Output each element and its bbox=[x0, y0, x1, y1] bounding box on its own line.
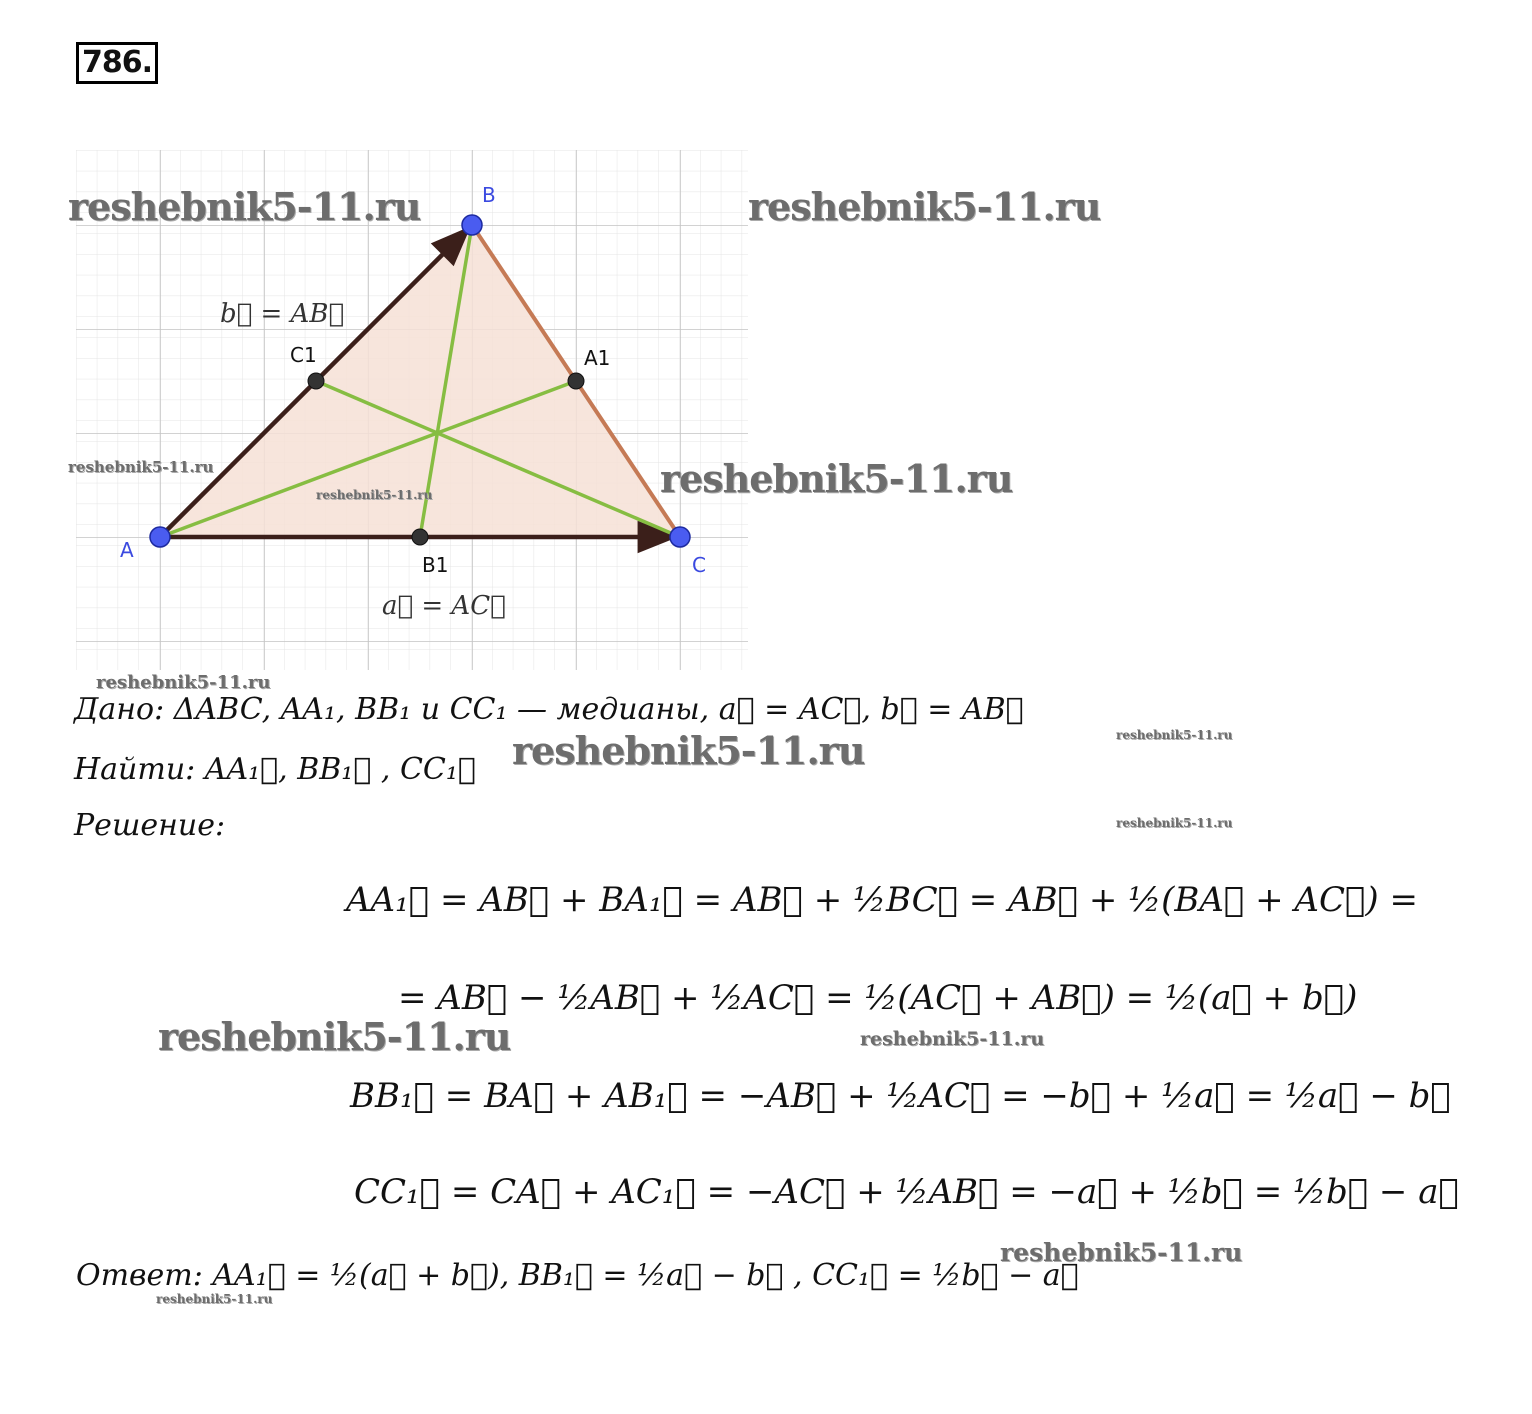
find-line bbox=[74, 752, 476, 787]
given-line bbox=[74, 692, 1024, 727]
point-b bbox=[462, 215, 482, 235]
point-c bbox=[670, 527, 690, 547]
watermark: reshebnik5-11.ru bbox=[1116, 816, 1233, 830]
equation-line: BB₁⃗ = BA⃗ + AB₁⃗ = −AB⃗ + ½AC⃗ = −b⃗ + ½a⃗ = ½a⃗ − b⃗ bbox=[350, 1076, 1451, 1116]
problem-number: 786. bbox=[76, 42, 158, 84]
point-b1 bbox=[412, 529, 428, 545]
find-text: AA₁⃗, BB₁⃗ , CC₁⃗ bbox=[195, 752, 476, 787]
point-a bbox=[150, 527, 170, 547]
point-a1 bbox=[568, 373, 584, 389]
watermark: reshebnik5-11.ru bbox=[512, 728, 865, 773]
label-vector-a: a⃗ = AC⃗ bbox=[382, 591, 506, 621]
answer-label: Ответ: bbox=[76, 1258, 203, 1293]
watermark: reshebnik5-11.ru bbox=[1000, 1238, 1243, 1267]
watermark: reshebnik5-11.ru bbox=[1116, 728, 1233, 742]
watermark: reshebnik5-11.ru bbox=[68, 458, 214, 476]
label-b: B bbox=[482, 183, 496, 207]
watermark: reshebnik5-11.ru bbox=[96, 672, 271, 693]
equation-line: = AB⃗ − ½AB⃗ + ½AC⃗ = ½(AC⃗ + AB⃗) = ½(a⃗ + b⃗) bbox=[398, 978, 1358, 1018]
watermark: reshebnik5-11.ru bbox=[68, 184, 421, 229]
label-vector-b: b⃗ = AB⃗ bbox=[220, 299, 345, 329]
label-a1: A1 bbox=[584, 346, 611, 370]
watermark: reshebnik5-11.ru bbox=[660, 456, 1013, 501]
watermark: reshebnik5-11.ru bbox=[860, 1028, 1045, 1050]
label-c: C bbox=[692, 553, 706, 577]
solution-label: Решение: bbox=[74, 808, 226, 843]
equation-line: CC₁⃗ = CA⃗ + AC₁⃗ = −AC⃗ + ½AB⃗ = −a⃗ + ½b⃗ = ½b⃗ − a⃗ bbox=[354, 1172, 1459, 1212]
given-label: Дано: bbox=[74, 692, 165, 727]
answer-text: AA₁⃗ = ½(a⃗ + b⃗), BB₁⃗ = ½a⃗ − b⃗ , CC₁⃗ = ½b⃗ − a⃗ bbox=[202, 1258, 1079, 1293]
watermark: reshebnik5-11.ru bbox=[158, 1014, 511, 1059]
point-c1 bbox=[308, 373, 324, 389]
watermark: reshebnik5-11.ru bbox=[748, 184, 1101, 229]
equation-line: AA₁⃗ = AB⃗ + BA₁⃗ = AB⃗ + ½BC⃗ = AB⃗ + ½(BA⃗ + AC⃗) = bbox=[346, 880, 1418, 920]
answer-line bbox=[76, 1258, 1079, 1293]
watermark: reshebnik5-11.ru bbox=[156, 1292, 273, 1306]
find-label: Найти: bbox=[74, 752, 196, 787]
label-a: A bbox=[120, 538, 134, 562]
label-c1: C1 bbox=[290, 343, 317, 367]
given-text: ΔABC, AA₁, BB₁ и CC₁ — медианы, a⃗ = AC⃗, b⃗ = AB⃗ bbox=[164, 692, 1024, 727]
label-b1: B1 bbox=[422, 553, 449, 577]
watermark: reshebnik5-11.ru bbox=[316, 488, 433, 502]
